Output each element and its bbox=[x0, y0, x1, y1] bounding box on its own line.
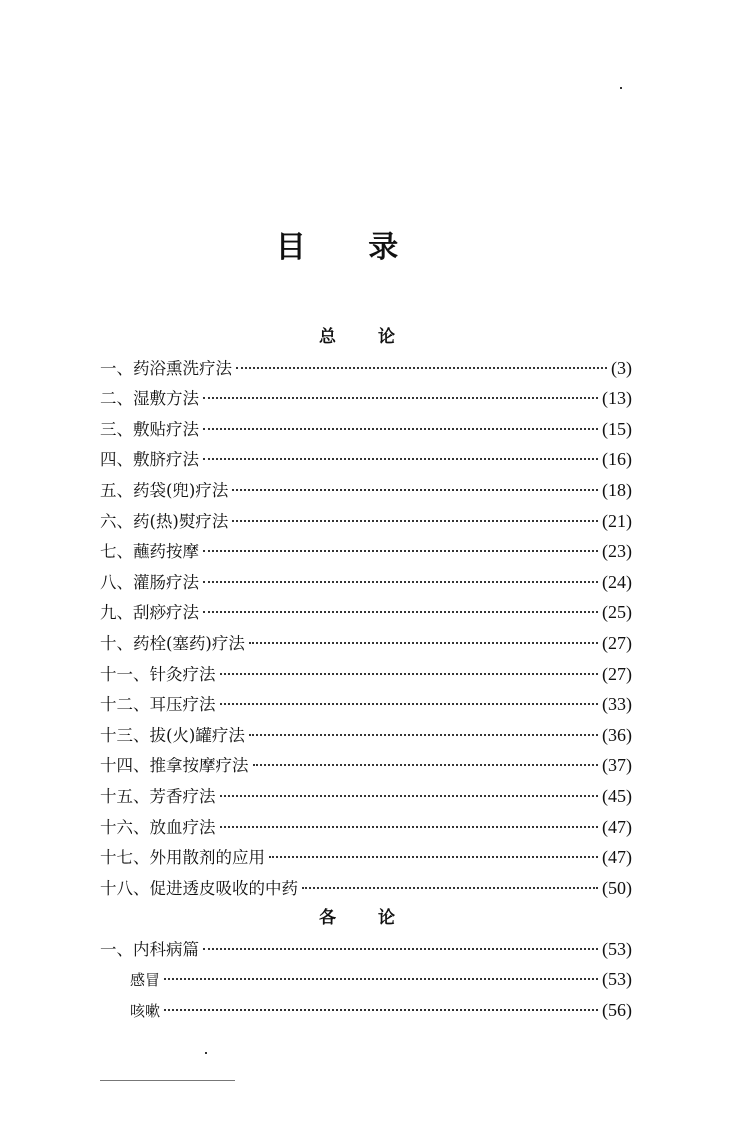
toc-entry-label: 一、内科病篇 bbox=[100, 939, 199, 959]
toc-entry-label: 三、敷贴疗法 bbox=[100, 419, 199, 439]
toc-entry[interactable] bbox=[100, 597, 632, 628]
toc-entry-page: (37) bbox=[602, 755, 632, 776]
toc-entry-label: 二、湿敷方法 bbox=[100, 389, 199, 409]
dot-leader bbox=[203, 581, 598, 583]
scan-artifact-line bbox=[100, 1080, 235, 1081]
toc-entry-page: (23) bbox=[602, 541, 632, 562]
toc-entry-label: 七、蘸药按摩 bbox=[100, 542, 199, 562]
toc-entry[interactable] bbox=[100, 689, 632, 720]
toc-entry-page: (27) bbox=[602, 663, 632, 684]
toc-entry-label: 十七、外用散剂的应用 bbox=[100, 848, 265, 868]
toc-entry[interactable] bbox=[100, 964, 632, 995]
toc-entry-page: (24) bbox=[602, 571, 632, 592]
toc-entry-page: (18) bbox=[602, 479, 632, 500]
toc-entry-page: (33) bbox=[602, 694, 632, 715]
scan-speck bbox=[205, 1052, 207, 1054]
dot-leader bbox=[232, 489, 598, 491]
toc-entry-label: 十六、放血疗法 bbox=[100, 817, 216, 837]
dot-leader bbox=[164, 978, 598, 980]
toc-entry[interactable] bbox=[100, 628, 632, 659]
toc-entry-label: 十八、促进透皮吸收的中药 bbox=[100, 878, 298, 898]
dot-leader bbox=[249, 734, 598, 736]
toc-entry[interactable] bbox=[100, 720, 632, 751]
dot-leader bbox=[220, 795, 599, 797]
toc-entry[interactable] bbox=[100, 873, 632, 904]
toc-entry[interactable] bbox=[100, 934, 632, 965]
toc-entry[interactable] bbox=[100, 750, 632, 781]
toc-entry-page: (21) bbox=[602, 510, 632, 531]
toc-entry-page: (13) bbox=[602, 388, 632, 409]
toc-entry-label: 十五、芳香疗法 bbox=[100, 786, 216, 806]
dot-leader bbox=[203, 458, 598, 460]
dot-leader bbox=[269, 856, 598, 858]
dot-leader bbox=[203, 948, 598, 950]
dot-leader bbox=[203, 550, 598, 552]
toc-entry[interactable] bbox=[100, 506, 632, 537]
toc-entry-label: 九、刮痧疗法 bbox=[100, 603, 199, 623]
toc-entry[interactable] bbox=[100, 567, 632, 598]
toc-entry[interactable] bbox=[100, 444, 632, 475]
dot-leader bbox=[220, 703, 599, 705]
section-heading: 各 论 bbox=[319, 908, 413, 929]
toc-entry[interactable] bbox=[100, 353, 632, 384]
dot-leader bbox=[249, 642, 598, 644]
toc-entry-page: (15) bbox=[602, 418, 632, 439]
dot-leader bbox=[220, 673, 599, 675]
dot-leader bbox=[253, 764, 599, 766]
toc-entry[interactable] bbox=[100, 812, 632, 843]
toc-entry-page: (16) bbox=[602, 449, 632, 470]
toc-entry-label: 十三、拔(火)罐疗法 bbox=[100, 725, 245, 745]
toc-entry-page: (53) bbox=[602, 938, 632, 959]
toc-entry-label: 十、药栓(塞药)疗法 bbox=[100, 633, 245, 653]
toc-entry[interactable] bbox=[100, 842, 632, 873]
dot-leader bbox=[236, 367, 607, 369]
toc-entry-page: (36) bbox=[602, 724, 632, 745]
toc-entry-page: (25) bbox=[602, 602, 632, 623]
toc-entry-label: 咳嗽 bbox=[130, 1002, 161, 1021]
dot-leader bbox=[164, 1009, 598, 1011]
toc-entry-page: (27) bbox=[602, 632, 632, 653]
toc-entry-label: 四、敷脐疗法 bbox=[100, 450, 199, 470]
dot-leader bbox=[203, 611, 598, 613]
toc-entry[interactable] bbox=[100, 414, 632, 445]
toc-entry-label: 一、药浴熏洗疗法 bbox=[100, 358, 232, 378]
toc-entry-label: 十一、针灸疗法 bbox=[100, 664, 216, 684]
toc-entry-label: 感冒 bbox=[130, 971, 161, 990]
toc-entry-page: (53) bbox=[602, 969, 632, 990]
dot-leader bbox=[302, 887, 598, 889]
section-heading: 总 论 bbox=[319, 327, 413, 347]
dot-leader bbox=[203, 397, 598, 399]
toc-entry[interactable] bbox=[100, 781, 632, 812]
toc-entry-page: (3) bbox=[611, 357, 632, 378]
scan-speck bbox=[620, 87, 622, 89]
dot-leader bbox=[232, 520, 598, 522]
toc-entry[interactable] bbox=[100, 536, 632, 567]
toc-entry-label: 十四、推拿按摩疗法 bbox=[100, 756, 249, 776]
toc-entry[interactable] bbox=[100, 383, 632, 414]
toc-entry-label: 五、药袋(兜)疗法 bbox=[100, 480, 229, 500]
toc-entry-label: 六、药(热)熨疗法 bbox=[100, 511, 229, 531]
dot-leader bbox=[203, 428, 598, 430]
toc-entry-page: (47) bbox=[602, 816, 632, 837]
toc-entry[interactable] bbox=[100, 995, 632, 1026]
dot-leader bbox=[220, 826, 599, 828]
toc-entry-page: (50) bbox=[602, 877, 632, 898]
toc-entry-page: (47) bbox=[602, 847, 632, 868]
toc-entry-label: 十二、耳压疗法 bbox=[100, 695, 216, 715]
table-of-contents bbox=[100, 322, 632, 1026]
toc-entry-page: (45) bbox=[602, 785, 632, 806]
toc-entry[interactable] bbox=[100, 659, 632, 690]
page-title: 目 录 bbox=[275, 230, 425, 265]
toc-entry-label: 八、灌肠疗法 bbox=[100, 572, 199, 592]
toc-entry-page: (56) bbox=[602, 1000, 632, 1021]
toc-entry[interactable] bbox=[100, 475, 632, 506]
